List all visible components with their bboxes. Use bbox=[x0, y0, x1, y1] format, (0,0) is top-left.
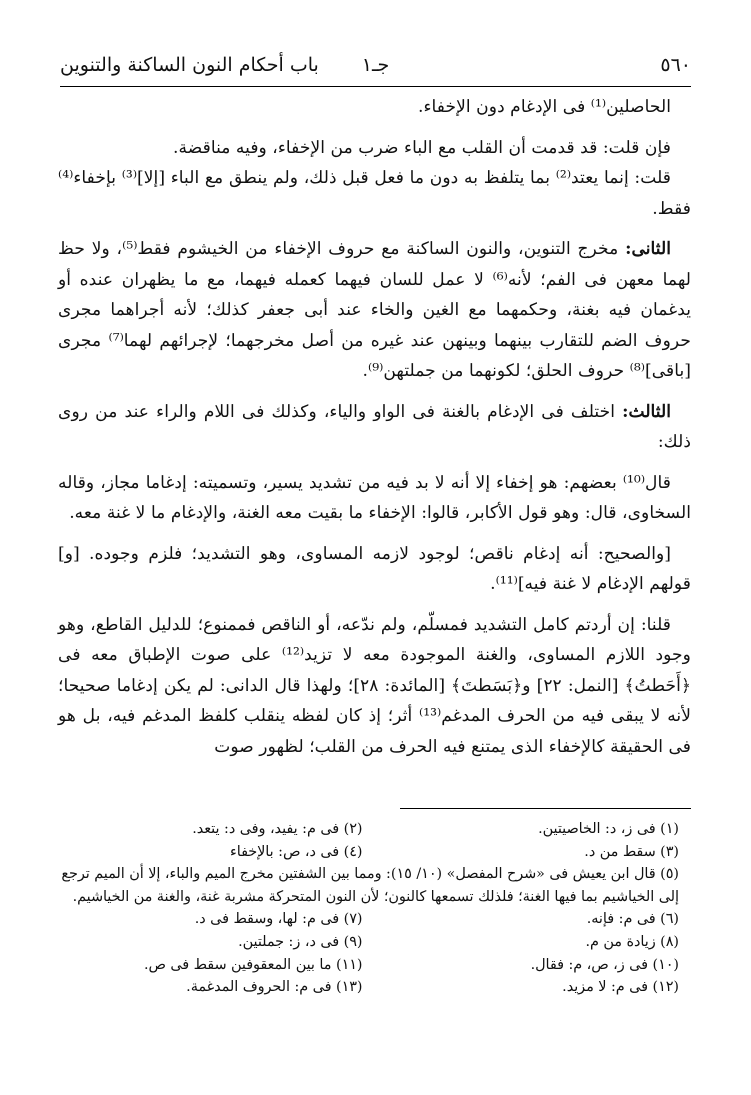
footnote: (١٠) فى ز، ص، م: فقال. bbox=[530, 956, 679, 973]
paragraph-text: اختلف فى الإدغام بالغنة فى الواو والياء، وكذلك فى اللام والراء عند من روى ذلك: bbox=[58, 401, 691, 452]
page-number: ٥٦٠ bbox=[660, 54, 691, 76]
footnote-rule bbox=[400, 808, 691, 809]
footnote: (١١) ما بين المعقوفين سقط فى ص. bbox=[144, 956, 363, 973]
footnote: (١٣) فى م: الحروف المدغمة. bbox=[186, 979, 363, 996]
section-lead: الثالث: bbox=[622, 401, 671, 422]
footnote-row bbox=[58, 841, 691, 864]
paragraph: قال⁽¹⁰⁾ بعضهم: هو إخفاء إلا أنه لا بد فيه من تشديد يسير، وتسميته: إدغاما مجاز، وقاله السخاوى، قال: وهو قول الأكابر، قالوا: الإخفاء ما بقيت معه الغنة، والإدغام ما لا غنة معه. bbox=[58, 472, 691, 523]
volume-label: جـ١ bbox=[361, 54, 390, 76]
footnote: (٥) قال ابن يعيش فى «شرح المفصل» (١٠/ ١٥): ومما بين الشفتين مخرج الميم والباء، إلا أن الميم ترجع إلى الخياشيم بما فيها الغنة؛ فلذلك تسمعها كالنون؛ لأن النون المتحركة مشربة غنة، والغنة من الخياشيم. bbox=[61, 866, 679, 905]
footnote-row bbox=[58, 818, 691, 841]
running-header bbox=[60, 50, 691, 84]
paragraph: [والصحيح: أنه إدغام ناقص؛ لوجود لازمه المساوى، وهو التشديد؛ فلزم وجوده. [و] قولهم الإدغام لا غنة فيه]⁽¹¹⁾. bbox=[58, 543, 691, 594]
footnote-row bbox=[58, 954, 691, 977]
paragraph bbox=[58, 234, 691, 387]
footnote: (٩) فى د، ز: جملتين. bbox=[238, 933, 363, 950]
footnote: (٧) فى م: لها، وسقط فى د. bbox=[194, 911, 363, 928]
footnote: (٣) سقط من د. bbox=[584, 843, 679, 860]
footnote: (١٢) فى م: لا مزيد. bbox=[562, 979, 679, 996]
footnote: (٦) فى م: فإنه. bbox=[586, 911, 679, 928]
footnote-row bbox=[58, 908, 691, 931]
header-rule bbox=[60, 86, 691, 87]
footnote: (٨) زيادة من م. bbox=[585, 933, 679, 950]
footnote: (١) فى ز، د: الخاصيتين. bbox=[538, 821, 679, 837]
paragraph: قلنا: إن أردتم كامل التشديد فمسلّم، ولم ندّعه، أو الناقص فممنوع؛ للدليل القاطع، وهو وجود اللازم المساوى، والغنة الموجودة معه لا تزيد⁽¹²⁾ على صوت الإطباق معه فى ﴿أَحَطتُ﴾ [النمل: ٢٢] و﴿بَسَطتَ﴾ [المائدة: ٢٨]؛ ولهذا قال الدانى: لم يكن إدغاما صحيحا؛ لأنه لا يبقى فيه من الحرف المدغم⁽¹³⁾ أثر؛ إذ كان لفظه ينقلب كلفظ المدغم فيه، بل هو فى الحقيقة كالإخفاء الذى يمتنع فيه الحرف من القلب؛ لظهور صوت bbox=[58, 614, 692, 757]
paragraph: فإن قلت: قد قدمت أن القلب مع الباء ضرب من الإخفاء، وفيه مناقضة. bbox=[173, 137, 671, 158]
footnote-row bbox=[58, 976, 691, 999]
footnote: (٤) فى د، ص: بالإخفاء bbox=[230, 843, 363, 860]
paragraph-text: مخرج التنوين، والنون الساكنة مع حروف الإخفاء من الخيشوم فقط⁽⁵⁾، ولا حظ لهما معهن فى الفم؛ لأنه⁽⁶⁾ لا عمل للسان فيهما كعمله فيهما، مع ما يظهران عنده أو يدغمان فيه بغنة، وحكمهما مع الغين والخاء عند أبى جعفر كذلك؛ لأنه أجراهما مجرى حروف الضم للتقارب بينهما وبينهن عند غيره من أصل مخرجهما؛ لإجرائهم لهما⁽⁷⁾ مجرى [باقى]⁽⁸⁾ حروف الحلق؛ لكونهما من جملتهن⁽⁹⁾. bbox=[58, 239, 691, 381]
footnotes bbox=[58, 818, 691, 999]
chapter-title: باب أحكام النون الساكنة والتنوين bbox=[60, 54, 319, 76]
paragraph: قلت: إنما يعتد⁽²⁾ بما يتلفظ به دون ما فعل قبل ذلك، ولم ينطق مع الباء [إلا]⁽³⁾ بإخفاء⁽⁴⁾ فقط. bbox=[58, 168, 691, 219]
main-text bbox=[58, 92, 691, 762]
footnote: (٢) فى م: يفيد، وفى د: يتعد. bbox=[192, 821, 363, 837]
footnote-row bbox=[58, 931, 691, 954]
paragraph: الحاصلين⁽¹⁾ فى الإدغام دون الإخفاء. bbox=[418, 97, 671, 117]
section-lead: الثانى: bbox=[625, 239, 671, 259]
paragraph bbox=[58, 397, 691, 458]
